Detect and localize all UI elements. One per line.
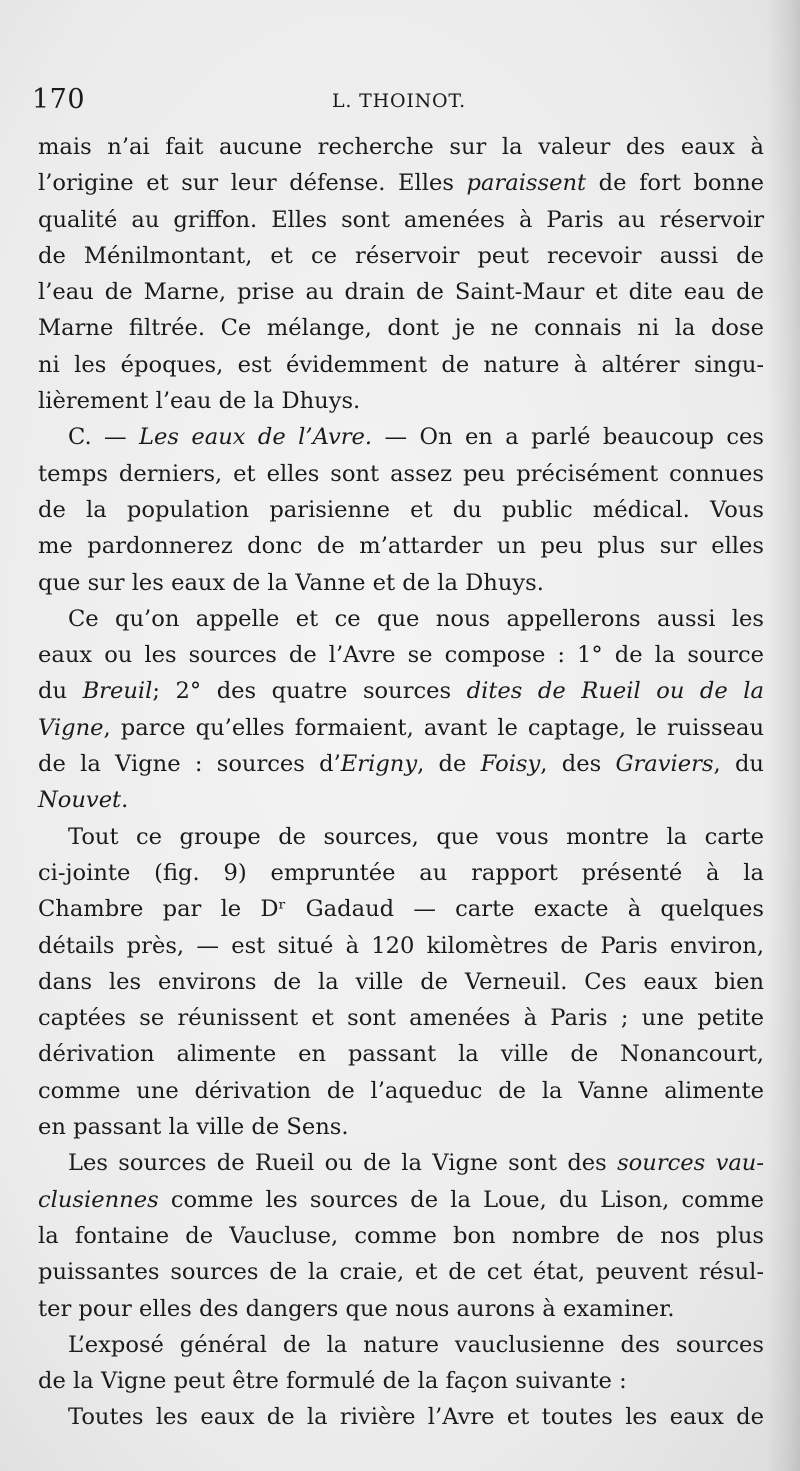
text-line <box>38 601 764 637</box>
text-segment: temps derniers, et elles sont assez peu précisément connues <box>38 460 764 487</box>
italic-text: Nouvet <box>38 787 122 814</box>
text-segment: , des <box>540 751 616 778</box>
text-segment: qualité au griffon. Elles sont amenées à Paris au réservoir <box>38 206 764 233</box>
text-segment: de la Vigne peut être formulé de la façon suivante : <box>38 1368 627 1395</box>
text-segment: du <box>38 678 83 705</box>
text-line <box>38 347 764 383</box>
text-line <box>38 310 764 346</box>
text-segment: Ce qu’on appelle et ce que nous appellerons aussi les <box>68 605 764 632</box>
italic-text: Graviers <box>615 751 714 778</box>
text-line <box>38 274 764 310</box>
text-line <box>38 782 764 818</box>
text-segment: , de <box>417 751 481 778</box>
text-line <box>38 891 764 927</box>
text-line <box>38 129 764 165</box>
text-segment: de Ménilmontant, et ce réservoir peut recevoir aussi de <box>38 242 764 269</box>
text-line <box>38 1182 764 1218</box>
text-segment: ci-jointe (fig. 9) empruntée au rapport présenté à la <box>38 859 764 886</box>
text-segment: ni les époques, est évidemment de nature à altérer singu- <box>38 351 764 378</box>
page-header <box>32 84 752 124</box>
text-segment: comme une dérivation de l’aqueduc de la Vanne alimente <box>38 1077 764 1104</box>
text-segment: ; 2° des quatre sources <box>152 678 467 705</box>
italic-text: dites de Rueil ou de la <box>466 678 764 705</box>
text-segment: , parce qu’elles formaient, avant le captage, le ruisseau <box>103 714 764 741</box>
text-line <box>38 1109 764 1145</box>
text-line <box>38 673 764 709</box>
text-line <box>38 456 764 492</box>
text-line <box>38 1218 764 1254</box>
text-segment: Tout ce groupe de sources, que vous montre la carte <box>68 823 764 850</box>
text-segment: lièrement l’eau de la Dhuys. <box>38 388 361 415</box>
italic-text: Vigne <box>38 714 104 741</box>
page-number: 170 <box>32 84 86 115</box>
text-segment: mais n’ai fait aucune recherche sur la valeur des eaux à <box>38 134 764 160</box>
text-segment: en passant la ville de Sens. <box>38 1114 349 1141</box>
page-gutter-shadow <box>766 0 800 1471</box>
running-head: L. THOINOT. <box>332 90 466 112</box>
text-segment: puissantes sources de la craie, et de cet état, peuvent résul- <box>38 1259 764 1286</box>
text-line <box>38 1145 764 1181</box>
text-segment: de la Vigne : sources d’ <box>38 751 341 778</box>
text-segment: eaux ou les sources de l’Avre se compose : 1° de la source <box>38 642 764 669</box>
text-segment: l’origine et sur leur défense. Elles <box>38 170 467 197</box>
text-segment: Les sources de Rueil ou de la Vigne sont des <box>68 1150 618 1177</box>
text-line <box>38 1254 764 1290</box>
text-segment: de la population parisienne et du public médical. Vous <box>38 496 764 523</box>
text-segment: dérivation alimente en passant la ville de Nonancourt, <box>38 1041 764 1068</box>
text-line <box>38 238 764 274</box>
italic-text: Erigny <box>340 751 418 778</box>
text-segment: me pardonnerez donc de m’attarder un peu plus sur elles <box>38 533 764 560</box>
text-segment: captées se réunissent et sont amenées à Paris ; une petite <box>38 1005 764 1032</box>
text-line <box>38 165 764 201</box>
text-segment: Chambre par le Dʳ Gadaud — carte exacte à quelques <box>38 896 764 923</box>
text-line <box>38 637 764 673</box>
text-line <box>38 565 764 601</box>
body-text <box>38 129 764 1436</box>
text-line <box>38 855 764 891</box>
text-line <box>38 964 764 1000</box>
italic-text: sources vau- <box>617 1150 764 1177</box>
text-segment: Toutes les eaux de la rivière l’Avre et toutes les eaux de <box>68 1404 764 1431</box>
text-line <box>38 383 764 419</box>
text-segment: détails près, — est situé à 120 kilomètres de Paris environ, <box>38 932 764 959</box>
text-segment: dans les environs de la ville de Verneuil. Ces eaux bien <box>38 968 764 995</box>
text-segment: que sur les eaux de la Vanne et de la Dhuys. <box>38 569 544 596</box>
text-segment: ter pour elles des dangers que nous aurons à examiner. <box>38 1295 675 1322</box>
text-line <box>38 746 764 782</box>
text-segment: . <box>121 787 129 814</box>
text-line <box>38 1000 764 1036</box>
text-segment: de fort bonne <box>586 170 765 197</box>
text-line <box>38 1399 764 1435</box>
text-line <box>38 1363 764 1399</box>
text-segment: C. — <box>68 424 140 451</box>
text-line <box>38 710 764 746</box>
italic-text: paraissent <box>466 170 587 197</box>
text-line <box>38 202 764 238</box>
text-segment: l’eau de Marne, prise au drain de Saint-Maur et dite eau de <box>38 279 764 306</box>
text-line <box>38 492 764 528</box>
text-line <box>38 1036 764 1072</box>
italic-text: Breuil <box>82 678 153 705</box>
text-segment: — On en a parlé beaucoup ces <box>372 424 764 451</box>
text-line <box>38 1073 764 1109</box>
text-line <box>38 819 764 855</box>
text-segment: comme les sources de la Loue, du Lison, comme <box>158 1186 764 1213</box>
text-segment: Marne filtrée. Ce mélange, dont je ne connais ni la dose <box>38 315 764 342</box>
text-line <box>38 1327 764 1363</box>
text-segment: la fontaine de Vaucluse, comme bon nombre de nos plus <box>38 1222 764 1249</box>
text-line <box>38 928 764 964</box>
italic-text: Les eaux de l’Avre. <box>139 424 373 451</box>
italic-text: clusiennes <box>38 1186 159 1213</box>
text-segment: L’exposé général de la nature vauclusienne des sources <box>68 1331 764 1358</box>
text-line <box>38 1291 764 1327</box>
italic-text: Foisy <box>480 751 541 778</box>
text-line <box>38 528 764 564</box>
text-line <box>38 419 764 455</box>
text-segment: , du <box>713 751 764 778</box>
